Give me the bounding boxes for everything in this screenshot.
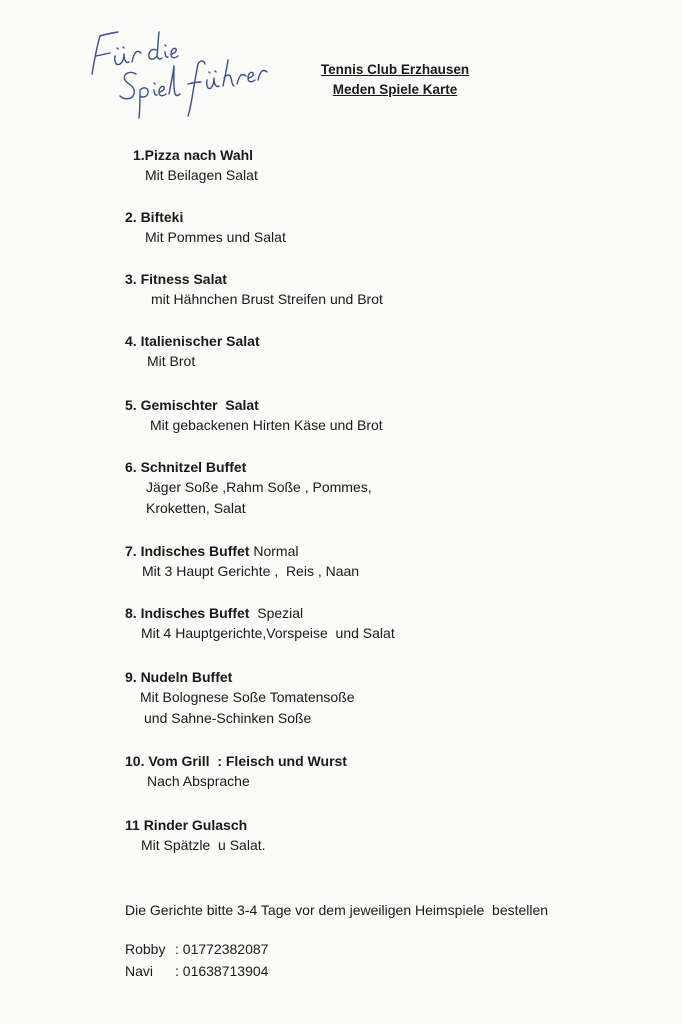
menu-item-desc: Nach Absprache [147,773,250,789]
contact-list [125,938,665,982]
menu-item-4 [125,331,645,372]
menu-item-desc: Mit Spätzle u Salat. [141,837,266,853]
menu-item-3 [125,269,645,310]
menu-item-title: 9. Nudeln Buffet [125,669,233,685]
menu-item-8 [125,603,645,644]
menu-item-1 [133,145,653,186]
menu-item-desc: Mit 4 Hauptgerichte,Vorspeise und Salat [141,625,395,641]
menu-item-title: 1.Pizza nach Wahl [133,147,254,163]
menu-item-title: 3. Fitness Salat [125,271,227,287]
menu-item-desc: Mit Pommes und Salat [145,229,286,245]
menu-item-5 [125,395,645,436]
contact-phone: : 01638713904 [175,963,269,979]
menu-item-title: 10. Vom Grill : Fleisch und Wurst [125,753,347,769]
menu-item-title: 2. Bifteki [125,209,184,225]
menu-item-9 [125,667,645,729]
menu-item-2 [125,207,645,248]
menu-item-7 [125,541,645,582]
menu-item-desc: Mit gebackenen Hirten Käse und Brot [150,417,383,433]
menu-item-desc: Mit 3 Haupt Gerichte , Reis , Naan [142,563,360,579]
menu-title: Meden Spiele Karte [332,82,458,97]
menu-item-desc: Mit Bolognese Soße Tomatensoße [140,689,355,705]
menu-item-desc: Jäger Soße ,Rahm Soße , Pommes, [146,479,372,495]
contact-name: Navi [125,963,154,979]
contact-name: Robby [125,941,166,957]
contact-navi [125,960,665,982]
menu-item-desc: Mit Brot [147,353,196,369]
menu-item-desc: Mit Beilagen Salat [145,167,258,183]
menu-item-desc: Kroketten, Salat [146,500,246,516]
menu-header [300,60,490,100]
menu-item-6 [125,457,645,519]
menu-item-title: 8. Indisches Buffet Spezial [125,605,304,621]
contact-phone: : 01772382087 [175,941,269,957]
menu-item-title: 4. Italienischer Salat [125,333,260,349]
menu-item-11 [125,815,645,856]
handwritten-note [70,12,270,127]
menu-item-title: 6. Schnitzel Buffet [125,459,247,475]
order-note: Die Gerichte bitte 3-4 Tage vor dem jeweiligen Heimspiele bestellen [125,902,549,918]
menu-footer [125,900,665,982]
contact-robby [125,938,665,960]
menu-item-title: 11 Rinder Gulasch [125,817,248,833]
club-name: Tennis Club Erzhausen [320,62,470,77]
menu-item-desc: mit Hähnchen Brust Streifen und Brot [151,291,383,307]
menu-item-title: 5. Gemischter Salat [125,397,259,413]
menu-item-10 [125,751,645,792]
menu-item-desc: und Sahne-Schinken Soße [144,710,312,726]
menu-item-title: 7. Indisches Buffet Normal [125,543,299,559]
